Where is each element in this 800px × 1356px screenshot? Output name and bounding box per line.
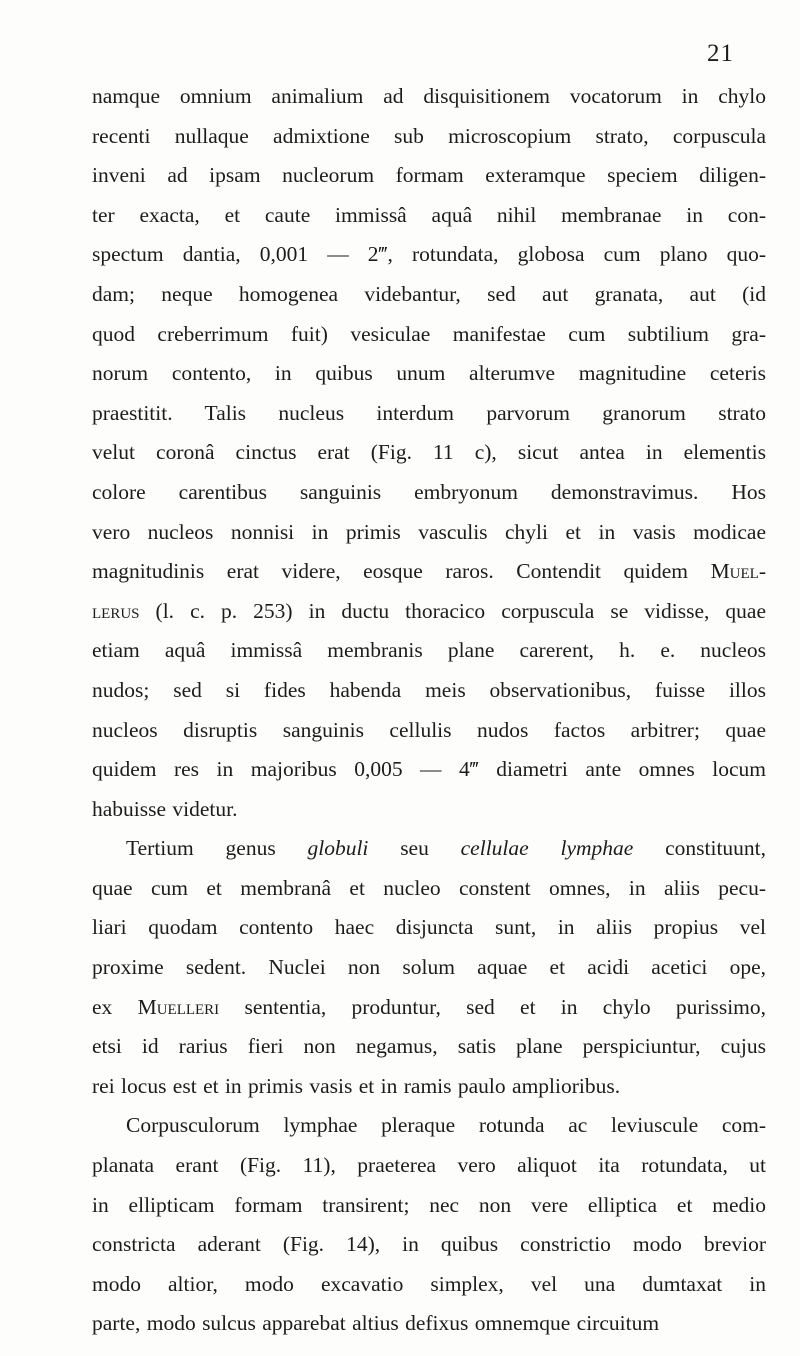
text-line: [92, 552, 766, 592]
text-line: vero nucleos nonnisi in primis vasculis chyli et in vasis modicae: [92, 519, 766, 544]
text-line: nucleos disruptis sanguinis cellulis nudos factos arbitrer; quae: [92, 717, 766, 742]
text-line: quod creberrimum fuit) vesiculae manifestae cum subtilium gra-: [92, 321, 766, 346]
text-span: ex: [92, 994, 113, 1019]
text-line: colore carentibus sanguinis embryonum demonstravimus. Hos: [92, 479, 766, 504]
text-line: rei locus est et in primis vasis et in ramis paulo amplioribus.: [92, 1073, 621, 1098]
text-span: constituunt,: [665, 836, 767, 861]
text-line: constricta aderant (Fig. 14), in quibus constrictio modo brevior: [92, 1232, 766, 1257]
text-line: [92, 592, 766, 632]
text-line: inveni ad ipsam nucleorum formam exteramque speciem diligen-: [92, 163, 766, 188]
text-span: (l. c. p. 253) in ductu thoracico corpuscula se vidisse, quae: [139, 598, 766, 623]
text-line: quae cum et membranâ et nucleo constent omnes, in aliis pecu-: [92, 875, 766, 900]
text-line: namque omnium animalium ad disquisitionem vocatorum in chylo: [92, 84, 766, 108]
text-line: nudos; sed si fides habenda meis observationibus, fuisse illos: [92, 677, 766, 702]
text-line: velut coronâ cinctus erat (Fig. 11 c), sicut antea in elementis: [92, 440, 766, 465]
author-name-smallcaps: lerus: [92, 598, 140, 623]
italic-term: cellulae lymphae: [460, 836, 634, 861]
text-line: in ellipticam formam transirent; nec non vere elliptica et medio: [92, 1192, 766, 1217]
page-number: 21: [707, 40, 734, 67]
text-span: sententia, produntur, sed et in chylo purissimo,: [244, 994, 767, 1019]
author-name-smallcaps: Muel-: [710, 559, 766, 584]
text-line: norum contento, in quibus unum alterumve magnitudine ceteris: [92, 361, 766, 386]
text-line: liari quodam contento haec disjuncta sunt, in aliis propius vel: [92, 915, 766, 940]
text-line: proxime sedent. Nuclei non solum aquae et acidi acetici ope,: [92, 955, 766, 980]
text-span: Tertium genus: [126, 836, 276, 861]
text-span: magnitudinis erat videre, eosque raros. Contendit quidem: [92, 559, 689, 584]
italic-term: globuli: [307, 836, 369, 861]
text-line: planata erant (Fig. 11), praeterea vero aliquot ita rotundata, ut: [92, 1153, 766, 1178]
text-line: praestitit. Talis nucleus interdum parvorum granorum strato: [92, 400, 766, 425]
text-line: etiam aquâ immissâ membranis plane carerent, h. e. nucleos: [92, 638, 766, 663]
text-line: ter exacta, et caute immissâ aquâ nihil membranae in con-: [92, 202, 766, 227]
text-line: dam; neque homogenea videbantur, sed aut granata, aut (id: [92, 281, 766, 306]
text-line: modo altior, modo excavatio simplex, vel una dumtaxat in: [92, 1271, 766, 1296]
text-line: [92, 988, 766, 1028]
text-line: recenti nullaque admixtione sub microscopium strato, corpuscula: [92, 123, 766, 148]
body-text: [92, 77, 766, 1344]
text-line: parte, modo sulcus apparebat altius defixus omnemque circuitum: [92, 1311, 660, 1336]
text-line: etsi id rarius fieri non negamus, satis plane perspiciuntur, cujus: [92, 1034, 766, 1059]
text-line: Corpusculorum lymphae pleraque rotunda ac leviuscule com-: [126, 1113, 766, 1138]
text-line: spectum dantia, 0,001 — 2‴, rotundata, globosa cum plano quo-: [92, 242, 766, 267]
text-line: [92, 829, 766, 869]
text-span: seu: [400, 836, 429, 861]
text-line: quidem res in majoribus 0,005 — 4‴ diametri ante omnes locum: [92, 757, 766, 782]
author-name-smallcaps: Muelleri: [137, 994, 220, 1019]
text-line: habuisse videtur.: [92, 796, 238, 821]
